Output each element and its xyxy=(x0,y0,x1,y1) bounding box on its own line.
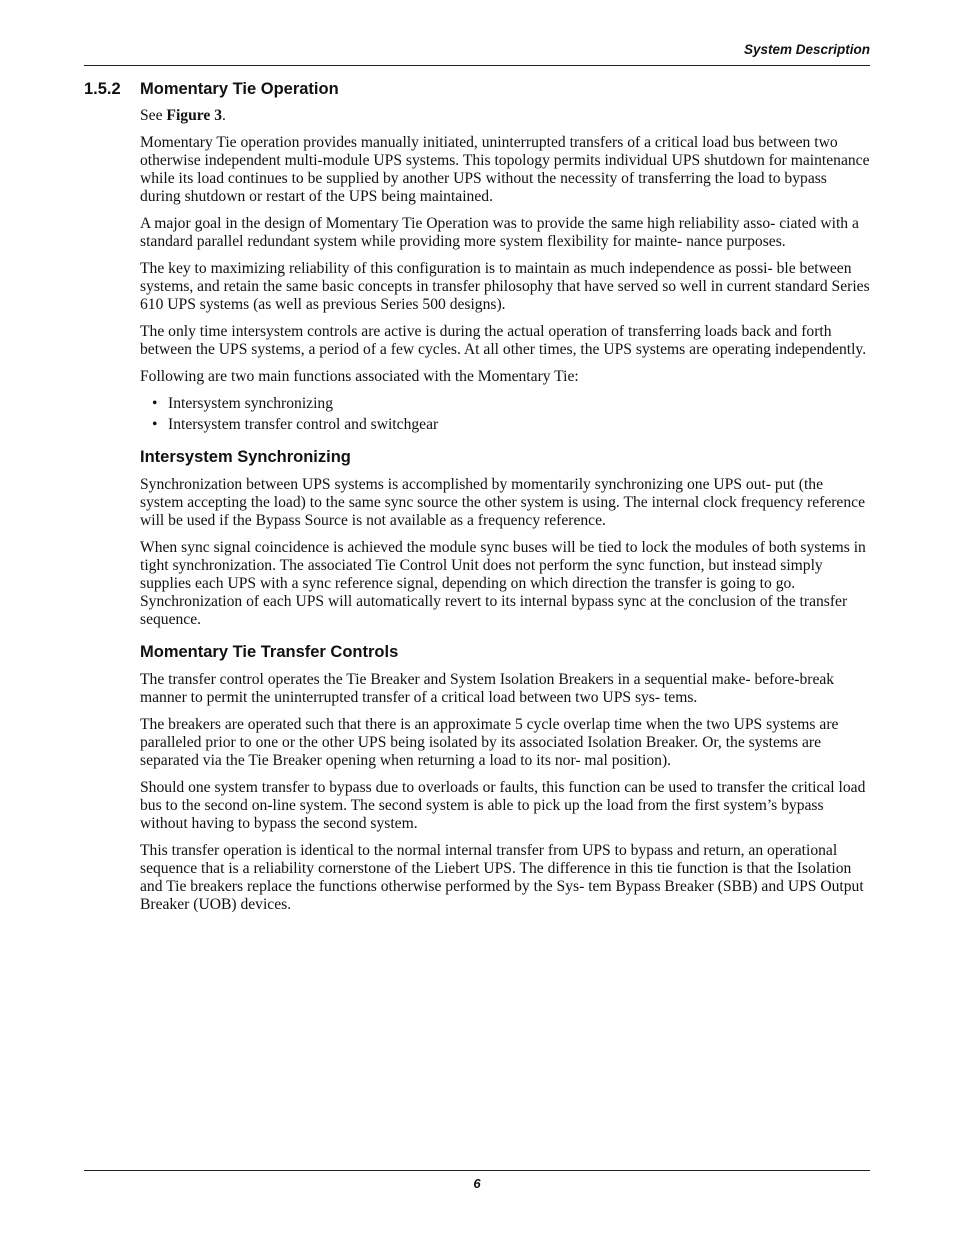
paragraph: This transfer operation is identical to the normal internal transfer from UPS to bypass and return, an operational sequence that is a reliability cornerstone of the Liebert UPS. The difference in this tie function is that the Isolation and Tie breakers replace the functions otherwise performed by the Sys- tem Bypass Breaker (SBB) and UPS Output Breaker (UOB) devices. xyxy=(140,842,864,913)
section-title: Momentary Tie Operation xyxy=(140,80,339,98)
running-header: System Description xyxy=(743,42,870,57)
header-rule xyxy=(84,65,870,66)
list-item-text: Intersystem transfer control and switchgear xyxy=(168,416,439,433)
paragraph: The key to maximizing reliability of this configuration is to maintain as much independence as possi- ble between systems, and retain the same basic concepts in transfer philosophy that have served so well in current standard Series 610 UPS systems (as well as previous Series 500 designs). xyxy=(140,260,870,313)
paragraph: Synchronization between UPS systems is accomplished by momentarily synchronizing one UPS out- put (the system accepting the load) to the same sync source the other system is using. The internal clock frequency reference will be used if the Bypass Source is not available as a frequency reference. xyxy=(140,476,865,529)
see-figure-line xyxy=(140,107,870,125)
subheading-transfer: Momentary Tie Transfer Controls xyxy=(140,643,399,661)
function-list xyxy=(140,395,870,434)
bullet-icon: • xyxy=(152,395,158,412)
paragraph: Following are two main functions associated with the Momentary Tie: xyxy=(140,368,579,385)
paragraph: The transfer control operates the Tie Breaker and System Isolation Breakers in a sequential make- before-break manner to permit the uninterrupted transfer of a critical load between two UPS sys- tems. xyxy=(140,671,835,706)
list-item-text: Intersystem synchronizing xyxy=(168,395,333,412)
section-number: 1.5.2 xyxy=(84,80,121,98)
paragraph: The only time intersystem controls are active is during the actual operation of transferring loads back and forth between the UPS systems, a period of a few cycles. At all other times, the UPS systems are operating independently. xyxy=(140,323,867,358)
paragraph: Should one system transfer to bypass due to overloads or faults, this function can be used to transfer the critical load bus to the second on-line system. The second system is able to pick up the load from the first system’s bypass without having to bypass the second system. xyxy=(140,779,866,832)
paragraph: The breakers are operated such that there is an approximate 5 cycle overlap time when the two UPS systems are paralleled prior to one or the other UPS being isolated by its associated Isolation Breaker. Or, the systems are separated via the Tie Breaker opening when returning a load to its nor- mal position). xyxy=(140,716,839,769)
paragraph: Momentary Tie operation provides manually initiated, uninterrupted transfers of a critical load bus between two otherwise independent multi-module UPS systems. This topology permits individual UPS shutdown for maintenance while its load continues to be supplied by another UPS without the necessity of transferring the load to bypass during shutdown or restart of the UPS being maintained. xyxy=(140,134,870,205)
subheading-sync: Intersystem Synchronizing xyxy=(140,448,351,466)
bullet-icon: • xyxy=(152,416,158,433)
paragraph: A major goal in the design of Momentary Tie Operation was to provide the same high reliability asso- ciated with a standard parallel redundant system while providing more system flexibility for mainte- nance purposes. xyxy=(140,215,859,250)
footer-rule xyxy=(84,1170,870,1171)
see-suffix: . xyxy=(222,107,226,124)
body-content xyxy=(140,107,870,923)
list-item xyxy=(140,416,870,434)
paragraph: When sync signal coincidence is achieved the module sync buses will be tied to lock the modules of both systems in tight synchronization. The associated Tie Control Unit does not perform the sync function, but instead simply supplies each UPS with a sync reference signal, depending on which direction the transfer is going to go. Synchronization of each UPS will automatically revert to its internal bypass sync at the conclusion of the transfer sequence. xyxy=(140,539,866,628)
section-heading xyxy=(84,80,339,99)
figure-reference: Figure 3 xyxy=(166,107,223,124)
list-item xyxy=(140,395,870,413)
see-prefix: See xyxy=(140,107,167,124)
page-number: 6 xyxy=(473,1176,481,1191)
